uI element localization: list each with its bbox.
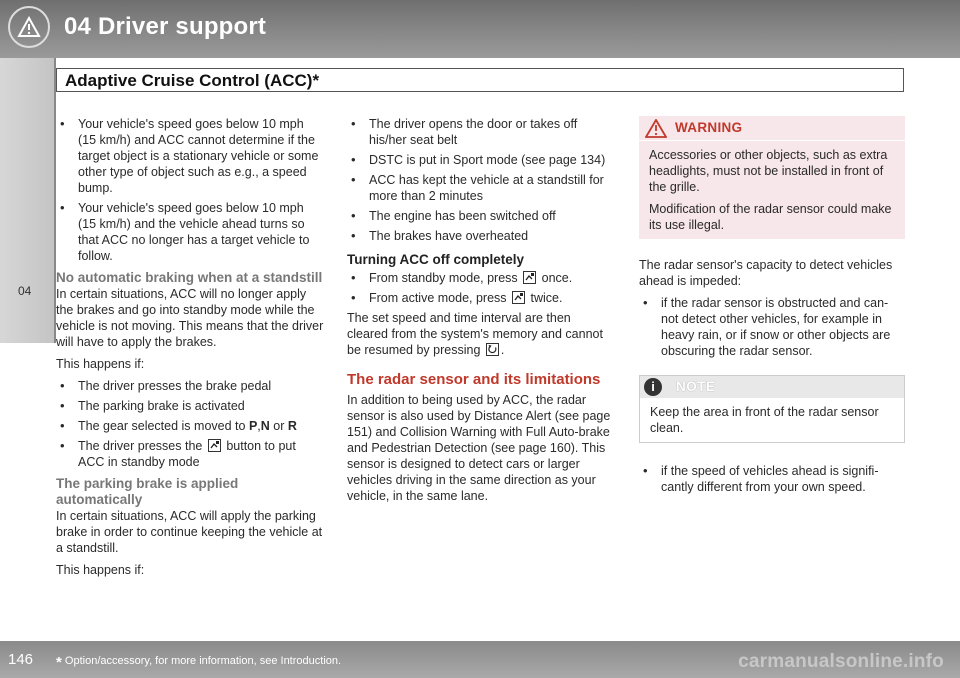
off-para-post: . [500,343,505,357]
off-text-post: once. [541,271,573,285]
info-icon: i [644,378,662,396]
chapter-title: 04 Driver support [64,13,267,40]
paragraph: In certain situations, ACC will apply the parking brake in order to continue keeping the vehicle at a standstill. [56,509,323,555]
section-title-box [56,68,904,92]
note-box [639,375,905,443]
chapter-side-tab [0,58,56,343]
heading-turning-off: Turning ACC off completely [347,252,524,267]
list-item: • The driver presses the brake pedal [56,378,324,394]
acc-button-icon [512,291,525,304]
gear-n: N [260,419,270,433]
note-body: Keep the area in front of the radar sensor clean. [650,405,879,435]
acc-button-icon [208,439,221,452]
gear-or: or [269,419,288,433]
paragraph: In addition to being used by ACC, the radar sensor is also used by Distance Alert (see page 151) and Collision Warning with Full Auto-brake and Pedestrian Detection (see page 160). This sensor is designed to detect cars or larger vehicles driving in the same direction as your vehicle, in the same lane. [347,393,611,503]
press-text-post: button to put ACC in standby mode [78,439,296,469]
watermark: carmanualsonline.info [738,651,944,672]
gear-sep: , [257,419,261,433]
side-tab-label: 04 [18,284,32,298]
heading-radar-sensor: The radar sensor and its limitations [347,371,601,388]
warning-triangle-icon [8,6,50,48]
warning-header [639,116,905,141]
off-text-post: twice. [530,291,563,305]
off-text: From standby mode, press [369,271,518,285]
warning-icon [645,119,667,142]
list-item: • Your vehicle's speed goes below 10 mph (15 km/h) and the vehicle ahead turns so that ACC no longer has a target vehicle to follow. [56,200,324,264]
gear-r: R [287,419,297,433]
list-item-press [56,438,324,470]
resume-button-icon [486,343,499,356]
warning-body [639,141,905,239]
gear-text: The gear selected is moved to [78,419,249,433]
column-3 [639,116,905,499]
paragraph: Accessories or other objects, such as extra headlights, must not be installed in front of the grille. [649,148,888,194]
footnote-text: Option/accessory, for more information, see Introduction. [64,655,342,667]
list-item: • ACC has kept the vehicle at a standstill for more than 2 minutes [347,172,615,204]
list-item: • The engine has been switched off [347,208,615,224]
chapter-header [0,0,960,58]
list-item [347,290,615,306]
paragraph [347,310,615,358]
press-text: The driver presses the [78,439,203,453]
list-item: • The brakes have overheated [347,228,615,244]
list-item-gear [56,418,324,434]
page-number: 146 [8,651,34,668]
paragraph: The radar sensor's capacity to detect vehicles ahead is impeded: [639,258,893,288]
page-footer [0,641,960,678]
heading-parking-brake: The parking brake is applied automatically [56,476,239,507]
paragraph: Modification of the radar sensor could make its use illegal. [649,202,892,232]
note-title: NOTE [676,379,716,394]
list-item: • if the radar sensor is obstructed and can-not detect other vehicles, for example in heavy rain, or if snow or other objects are obscuring the radar sensor. [639,295,905,359]
footnote-asterisk: * [56,654,62,671]
paragraph: This happens if: [56,357,145,371]
list-item [347,270,615,286]
footnote [56,654,341,671]
column-1 [56,116,324,584]
warning-box [639,116,905,239]
section-title: Adaptive Cruise Control (ACC)* [65,71,320,90]
list-item: • if the speed of vehicles ahead is signifi-cantly different from your own speed. [639,463,905,495]
list-item: • Your vehicle's speed goes below 10 mph (15 km/h) and ACC cannot determine if the target object is a stationary vehicle or some other type of object such as e.g., a speed bump. [56,116,324,196]
paragraph: In certain situations, ACC will no longer apply the brakes and go into standby mode while the vehicle is not moving. This means that the driver will have to apply the brakes. [56,287,324,349]
acc-button-icon [523,271,536,284]
off-text: From active mode, press [369,291,507,305]
list-item: • The driver opens the door or takes off his/her seat belt [347,116,615,148]
column-2 [347,116,615,510]
gear-p: P [248,419,258,433]
list-item: • The parking brake is activated [56,398,324,414]
off-para: The set speed and time interval are then cleared from the system's memory and cannot be resumed by pressing [347,311,603,357]
heading-no-auto-braking: No automatic braking when at a standstill [56,270,323,285]
note-header [640,376,904,398]
warning-title: WARNING [675,120,743,135]
list-item: • DSTC is put in Sport mode (see page 134) [347,152,615,168]
paragraph: This happens if: [56,563,145,577]
